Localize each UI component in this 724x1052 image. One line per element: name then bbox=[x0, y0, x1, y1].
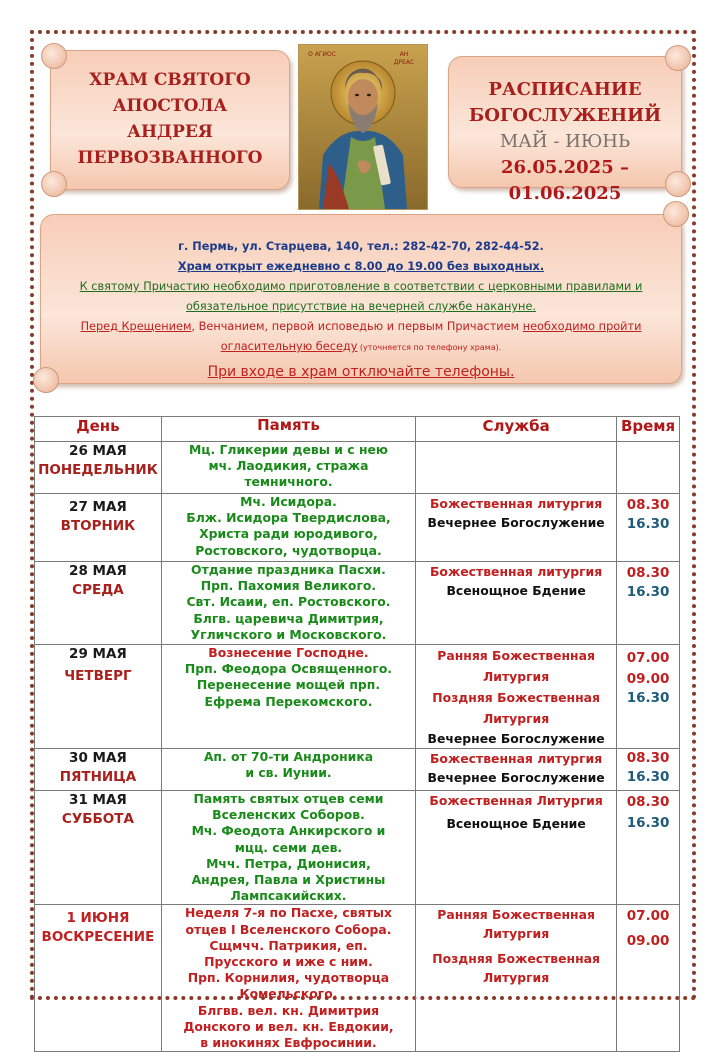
day-date: 27 МАЯ bbox=[69, 499, 127, 515]
service-name: Вечернее Богослужение bbox=[427, 731, 605, 746]
service-name: Ранняя Божественная Литургия bbox=[437, 907, 595, 942]
memory-line: Блгвв. вел. кн. Димитрия bbox=[197, 1002, 380, 1018]
baptism-note-part: (уточняется по телефону храма). bbox=[357, 343, 502, 352]
memory-line: мцц. семи дев. bbox=[234, 839, 343, 855]
service-name: Ранняя Божественная Литургия bbox=[437, 648, 595, 684]
memory-line: Память святых отцев семи bbox=[193, 791, 384, 806]
memory-line: Лампсакийских. bbox=[230, 888, 347, 904]
header-time: Время bbox=[617, 417, 680, 442]
memory-cell bbox=[161, 562, 415, 645]
scroll-curl-icon bbox=[663, 201, 689, 227]
time-cell bbox=[617, 749, 680, 791]
time-cell bbox=[617, 905, 680, 1052]
service-time: 07.00 bbox=[626, 908, 670, 925]
communion-note: обязательное присутствие на вечерней службе накануне. bbox=[186, 300, 536, 313]
memory-line: Мчч. Петра, Дионисия, bbox=[206, 855, 371, 871]
memory-line: Комельского. bbox=[239, 986, 338, 1002]
service-time: 16.30 bbox=[626, 769, 670, 785]
open-hours-line: Храм открыт ежедневно с 8.00 до 19.00 без выходных. bbox=[177, 260, 545, 273]
day-cell bbox=[35, 562, 162, 645]
memory-cell bbox=[161, 442, 415, 494]
service-cell bbox=[416, 442, 617, 494]
time-cell bbox=[617, 562, 680, 645]
memory-line: Мц. Гликерии девы и с нею bbox=[188, 442, 388, 457]
schedule-title-line: БОГОСЛУЖЕНИЙ bbox=[468, 105, 662, 126]
day-weekday: ПЯТНИЦА bbox=[59, 769, 137, 785]
info-scroll bbox=[40, 214, 682, 384]
memory-feast: Вознесение Господне. bbox=[208, 645, 369, 660]
service-cell bbox=[416, 749, 617, 791]
memory-cell bbox=[161, 749, 415, 791]
memory-cell bbox=[161, 645, 415, 749]
table-row bbox=[35, 494, 680, 562]
service-name: Вечернее Богослужение bbox=[427, 770, 605, 785]
icon-inscription-left: О АГИОС bbox=[308, 51, 336, 58]
saint-andrew-icon-image bbox=[299, 45, 427, 209]
service-name: Вечернее Богослужение bbox=[427, 515, 605, 530]
time-cell bbox=[617, 645, 680, 749]
day-date: 29 МАЯ bbox=[69, 646, 127, 662]
service-name: Всенощное Бдение bbox=[446, 816, 586, 831]
schedule-title-line: РАСПИСАНИЕ bbox=[488, 79, 642, 100]
service-time: 16.30 bbox=[626, 516, 670, 532]
service-time: 08.30 bbox=[626, 565, 670, 581]
table-row bbox=[35, 905, 680, 1052]
memory-line: Ап. от 70-ти Андроника bbox=[203, 749, 374, 764]
header-memory: Память bbox=[161, 417, 415, 442]
baptism-note-part: , Венчанием, первой исповедью и первым Причастием bbox=[191, 320, 523, 333]
memory-line: Угличского и Московского. bbox=[190, 626, 387, 642]
service-cell bbox=[416, 645, 617, 749]
baptism-note-part: необходимо пройти bbox=[522, 320, 642, 333]
scroll-curl-icon bbox=[665, 45, 691, 71]
service-name: Поздняя Божественная Литургия bbox=[432, 951, 600, 986]
temple-title-line: АПОСТОЛА bbox=[112, 96, 228, 116]
service-name: Поздняя Божественная Литургия bbox=[432, 690, 600, 726]
service-time: 09.00 bbox=[626, 671, 670, 687]
header-service: Служба bbox=[416, 417, 617, 442]
day-cell bbox=[35, 791, 162, 905]
memory-line: Прп. Феодора Освященного. bbox=[184, 661, 393, 677]
service-cell bbox=[416, 905, 617, 1052]
memory-line: Прусского и иже с ним. bbox=[204, 954, 373, 970]
memory-cell bbox=[161, 494, 415, 562]
day-weekday: ВТОРНИК bbox=[60, 518, 136, 534]
memory-line: Перенесение мощей прп. bbox=[196, 677, 381, 693]
time-cell bbox=[617, 442, 680, 494]
day-date: 28 МАЯ bbox=[69, 563, 127, 579]
day-cell bbox=[35, 494, 162, 562]
day-cell bbox=[35, 905, 162, 1052]
service-time: 16.30 bbox=[626, 584, 670, 600]
memory-line: Сщмчч. Патрикия, еп. bbox=[209, 937, 368, 953]
temple-title-line: ПЕРВОЗВАННОГО bbox=[77, 148, 263, 168]
schedule-title-scroll bbox=[448, 56, 682, 204]
temple-title-scroll bbox=[50, 50, 290, 190]
service-time: 08.30 bbox=[626, 497, 670, 513]
memory-line: Ростовского, чудотворца. bbox=[195, 542, 382, 558]
service-name: Божественная литургия bbox=[429, 564, 603, 579]
day-weekday: СРЕДА bbox=[72, 582, 124, 598]
memory-line: Прп. Пахомия Великого. bbox=[200, 578, 377, 594]
memory-line: мч. Лаодикия, стража bbox=[208, 458, 369, 474]
phones-warning: При входе в храм отключайте телефоны. bbox=[207, 364, 515, 380]
temple-title-line: ХРАМ СВЯТОГО bbox=[89, 70, 251, 90]
memory-line: Свт. Исаии, еп. Ростовского. bbox=[186, 594, 391, 610]
day-weekday: ПОНЕДЕЛЬНИК bbox=[38, 462, 158, 478]
memory-line: Отдание праздника Пасхи. bbox=[191, 562, 386, 577]
memory-line: Мч. Исидора. bbox=[240, 494, 337, 509]
day-date: 31 МАЯ bbox=[69, 792, 127, 808]
table-row bbox=[35, 562, 680, 645]
baptism-note bbox=[41, 337, 681, 358]
table-row bbox=[35, 645, 680, 749]
table-row bbox=[35, 791, 680, 905]
day-weekday: ВОСКРЕСЕНИЕ bbox=[41, 929, 155, 946]
header-day: День bbox=[35, 417, 162, 442]
temple-title bbox=[51, 67, 289, 171]
memory-line: Блж. Исидора Твердислова, bbox=[186, 510, 391, 526]
table-header-row bbox=[35, 417, 680, 442]
schedule-table bbox=[34, 416, 680, 1052]
baptism-note-part: Перед Крещением bbox=[80, 320, 192, 333]
service-cell bbox=[416, 791, 617, 905]
service-name: Божественная литургия bbox=[429, 496, 603, 511]
day-date: 26 МАЯ bbox=[69, 443, 127, 459]
time-cell bbox=[617, 494, 680, 562]
schedule-dates: 26.05.2025 – 01.06.2025 bbox=[501, 157, 629, 204]
table-row bbox=[35, 749, 680, 791]
address-line: г. Пермь, ул. Старцева, 140, тел.: 282-42-70, 282-44-52. bbox=[178, 240, 544, 253]
scroll-curl-icon bbox=[41, 171, 67, 197]
memory-line: Ефрема Перекомского. bbox=[204, 693, 373, 709]
info-text bbox=[41, 237, 681, 382]
day-weekday: ЧЕТВЕРГ bbox=[64, 668, 132, 684]
communion-note: К святому Причастию необходимо приготовление в соответствии с церковными правилами и bbox=[79, 280, 643, 293]
icon-inscription-right: АН ДРЕАС bbox=[393, 51, 415, 66]
memory-cell bbox=[161, 791, 415, 905]
service-name: Всенощное Бдение bbox=[446, 583, 586, 598]
service-time: 16.30 bbox=[626, 690, 670, 706]
memory-line: Прп. Корнилия, чудотворца bbox=[187, 970, 390, 986]
memory-line: отцев I Вселенского Собора. bbox=[185, 921, 392, 937]
memory-line: в инокинях Евфросинии. bbox=[200, 1035, 377, 1051]
service-time: 16.30 bbox=[626, 815, 670, 831]
schedule-title bbox=[449, 77, 681, 207]
memory-line: Андрея, Павла и Христины bbox=[191, 872, 386, 888]
memory-line: Блгв. царевича Димитрия, bbox=[193, 610, 384, 626]
service-name: Божественная литургия bbox=[429, 751, 603, 766]
table-row bbox=[35, 442, 680, 494]
time-cell bbox=[617, 791, 680, 905]
memory-line: и св. Иунии. bbox=[245, 765, 332, 781]
day-date: 30 МАЯ bbox=[69, 750, 127, 766]
service-name: Божественная Литургия bbox=[429, 793, 603, 808]
schedule-period: МАЙ - ИЮНЬ bbox=[499, 131, 631, 152]
memory-line: Неделя 7-я по Пасхе, святых bbox=[184, 905, 392, 921]
saint-andrew-icon bbox=[298, 44, 428, 210]
day-cell bbox=[35, 645, 162, 749]
memory-line: Мч. Феодота Анкирского и bbox=[191, 823, 386, 839]
day-cell bbox=[35, 442, 162, 494]
scroll-curl-icon bbox=[41, 43, 67, 69]
temple-title-line: АНДРЕЯ bbox=[127, 122, 213, 142]
service-time: 08.30 bbox=[626, 750, 670, 766]
memory-line: Христа ради юродивого, bbox=[199, 526, 378, 542]
baptism-note bbox=[41, 317, 681, 337]
memory-line: Вселенских Соборов. bbox=[212, 807, 365, 823]
memory-line: темничного. bbox=[244, 474, 333, 490]
memory-line: Донского и вел. кн. Евдокии, bbox=[183, 1018, 394, 1034]
baptism-note-part: огласительную беседу bbox=[220, 340, 358, 353]
service-time: 09.00 bbox=[626, 933, 670, 950]
memory-cell bbox=[161, 905, 415, 1052]
service-time: 08.30 bbox=[626, 794, 670, 810]
day-cell bbox=[35, 749, 162, 791]
service-cell bbox=[416, 562, 617, 645]
day-weekday: СУББОТА bbox=[61, 811, 134, 827]
service-cell bbox=[416, 494, 617, 562]
day-date: 1 ИЮНЯ bbox=[66, 910, 130, 927]
service-time: 07.00 bbox=[626, 650, 670, 666]
